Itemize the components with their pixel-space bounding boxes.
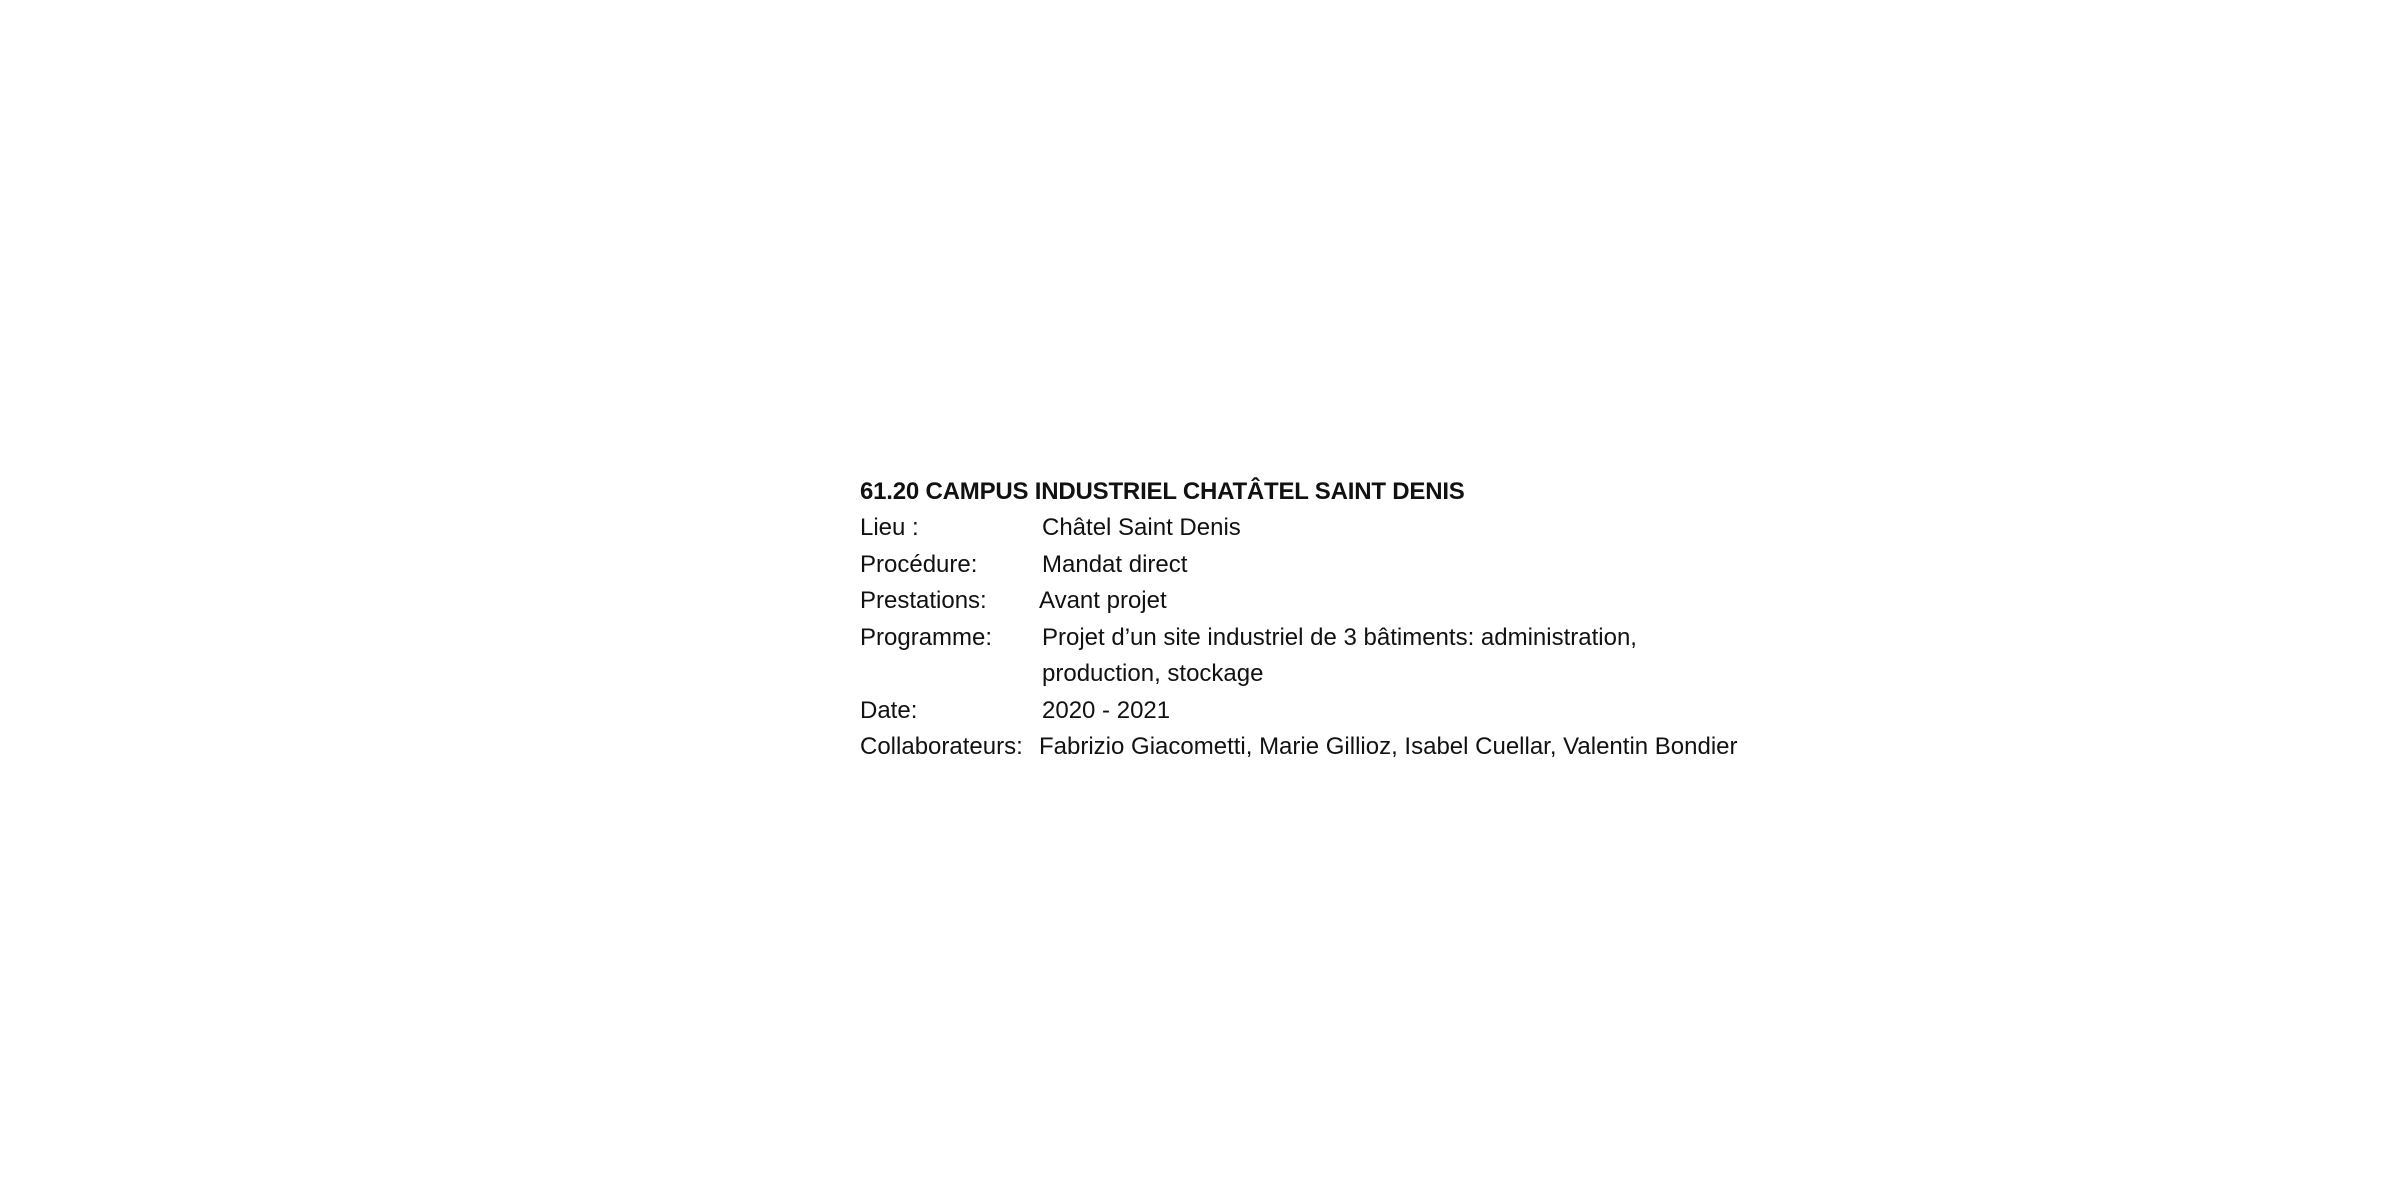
row-procedure [860,547,1860,584]
project-sheet [860,474,1860,766]
row-prestations [860,583,1860,620]
procedure-label: Procédure: [860,550,978,578]
collaborateurs-value: Fabrizio Giacometti, Marie Gillioz, Isabel Cuellar, Valentin Bondier [1039,733,1738,760]
row-programme [860,620,1860,693]
programme-value [1042,620,1860,693]
row-date [860,693,1860,730]
project-title: 61.20 CAMPUS INDUSTRIEL CHATÂTEL SAINT DENIS [860,478,1465,505]
row-lieu [860,510,1860,547]
date-value: 2020 - 2021 [1042,696,1171,724]
collaborateurs-label: Collaborateurs: [860,733,1023,760]
row-collaborateurs [860,729,1860,766]
prestations-label: Prestations: [860,587,987,614]
programme-value-line2: production, stockage [1042,660,1264,687]
lieu-value: Châtel Saint Denis [1042,514,1241,541]
lieu-label: Lieu : [860,514,919,541]
prestations-value: Avant projet [1039,587,1167,614]
programme-value-line1: Projet d’un site industriel de 3 bâtiments: administration, [1042,623,1637,651]
procedure-value: Mandat direct [1042,550,1188,578]
date-label: Date: [860,696,918,724]
programme-label: Programme: [860,623,993,651]
